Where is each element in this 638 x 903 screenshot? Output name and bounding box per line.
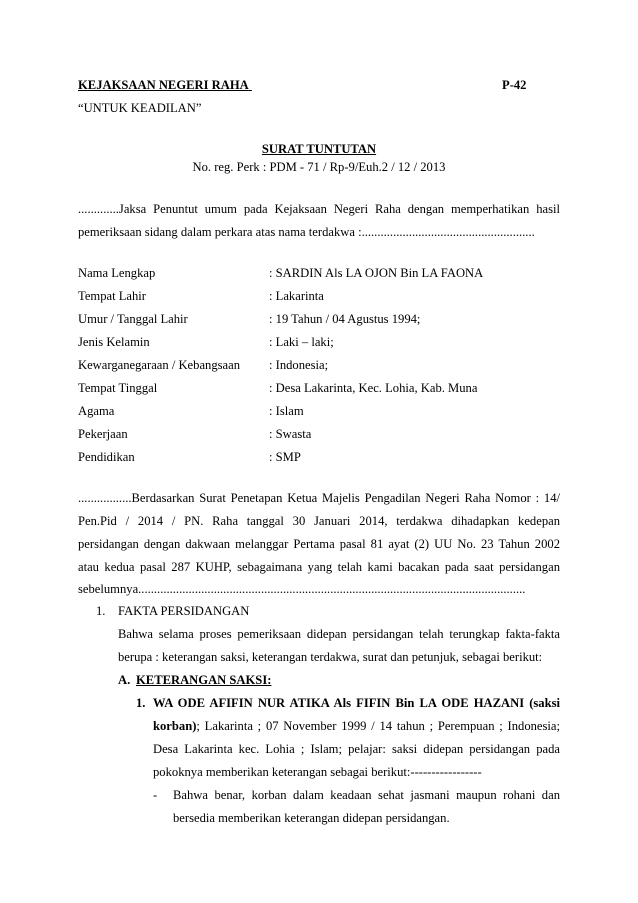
identity-label: Jenis Kelamin bbox=[78, 335, 150, 349]
witness-role: korban) bbox=[153, 719, 197, 733]
registration-number: No. reg. Perk : PDM - 71 / Rp-9/Euh.2 / 12 / 2013 bbox=[192, 160, 446, 174]
bullet-dash: - bbox=[153, 788, 158, 802]
witness-details-line-3: pokoknya memberikan keterangan sebagai berikut:----------------- bbox=[153, 765, 482, 779]
identity-value: : Desa Lakarinta, Kec. Lohia, Kab. Muna bbox=[269, 381, 478, 395]
section-line-2: berupa : keterangan saksi, keterangan terdakwa, surat dan petunjuk, sebagai berikut: bbox=[118, 650, 543, 664]
identity-value: : Laki – laki; bbox=[269, 335, 334, 349]
basis-line-3: persidangan dengan dakwaan melanggar Pertama pasal 81 ayat (2) UU No. 23 Tahun 2002 bbox=[78, 537, 560, 551]
witness-details-line-1 bbox=[153, 719, 560, 734]
basis-line-1: .................Berdasarkan Surat Penetapan Ketua Majelis Pengadilan Negeri Raha Nomor : 14/ bbox=[78, 491, 560, 505]
document-title: SURAT TUNTUTAN bbox=[261, 142, 377, 156]
identity-label: Pekerjaan bbox=[78, 427, 128, 441]
intro-line-1: .............Jaksa Penuntut umum pada Kejaksaan Negeri Raha dengan memperhatikan hasil bbox=[78, 202, 560, 216]
intro-line-2: pemeriksaan sidang dalam perkara atas nama terdakwa :....................................................... bbox=[78, 225, 535, 239]
witness-details: ; Lakarinta ; 07 November 1999 / 14 tahun ; Perempuan ; Indonesia; bbox=[196, 719, 560, 733]
motto: “UNTUK KEADILAN” bbox=[78, 101, 202, 115]
identity-label: Pendidikan bbox=[78, 450, 135, 464]
identity-label: Tempat Tinggal bbox=[78, 381, 158, 395]
basis-line-5: sebelumnya........................................................................................................................... bbox=[78, 582, 526, 596]
witness-number: 1. bbox=[136, 696, 146, 710]
document-code: P-42 bbox=[502, 78, 527, 92]
section-number: 1. bbox=[96, 604, 106, 618]
office-name: KEJAKSAAN NEGERI RAHA bbox=[78, 78, 249, 92]
identity-label: Nama Lengkap bbox=[78, 266, 156, 280]
identity-label: Umur / Tanggal Lahir bbox=[78, 312, 188, 326]
witness-name: WA ODE AFIFIN NUR ATIKA Als FIFIN Bin LA ODE HAZANI (saksi bbox=[153, 696, 560, 710]
identity-value: : Swasta bbox=[269, 427, 312, 441]
identity-value: : SMP bbox=[269, 450, 301, 464]
identity-value: : Islam bbox=[269, 404, 304, 418]
identity-value: : Lakarinta bbox=[269, 289, 324, 303]
basis-line-4: atau kedua pasal 287 KUHP, sebagaimana yang telah kami bacakan pada saat persidangan bbox=[78, 560, 560, 574]
identity-value: : Indonesia; bbox=[269, 358, 329, 372]
identity-label: Agama bbox=[78, 404, 115, 418]
basis-line-2: Pen.Pid / 2014 / PN. Raha tanggal 30 Januari 2014, terdakwa dihadapkan kedepan bbox=[78, 514, 560, 528]
bullet-line-1: Bahwa benar, korban dalam keadaan sehat jasmani maupun rohani dan bbox=[173, 788, 560, 802]
subsection-letter: A. bbox=[118, 673, 131, 687]
identity-value: : 19 Tahun / 04 Agustus 1994; bbox=[269, 312, 421, 326]
bullet-line-2: bersedia memberikan keterangan didepan persidangan. bbox=[173, 811, 450, 825]
identity-label: Tempat Lahir bbox=[78, 289, 147, 303]
witness-details-line-2: Desa Lakarinta kec. Lohia ; Islam; pelajar: saksi didepan persidangan pada bbox=[153, 742, 560, 756]
section-line-1: Bahwa selama proses pemeriksaan didepan persidangan telah terungkap fakta-fakta bbox=[118, 627, 560, 641]
identity-label: Kewarganegaraan / Kebangsaan bbox=[78, 358, 241, 372]
subsection-heading: KETERANGAN SAKSI: bbox=[136, 673, 272, 687]
section-heading: FAKTA PERSIDANGAN bbox=[118, 604, 250, 618]
identity-value: : SARDIN Als LA OJON Bin LA FAONA bbox=[269, 266, 484, 280]
